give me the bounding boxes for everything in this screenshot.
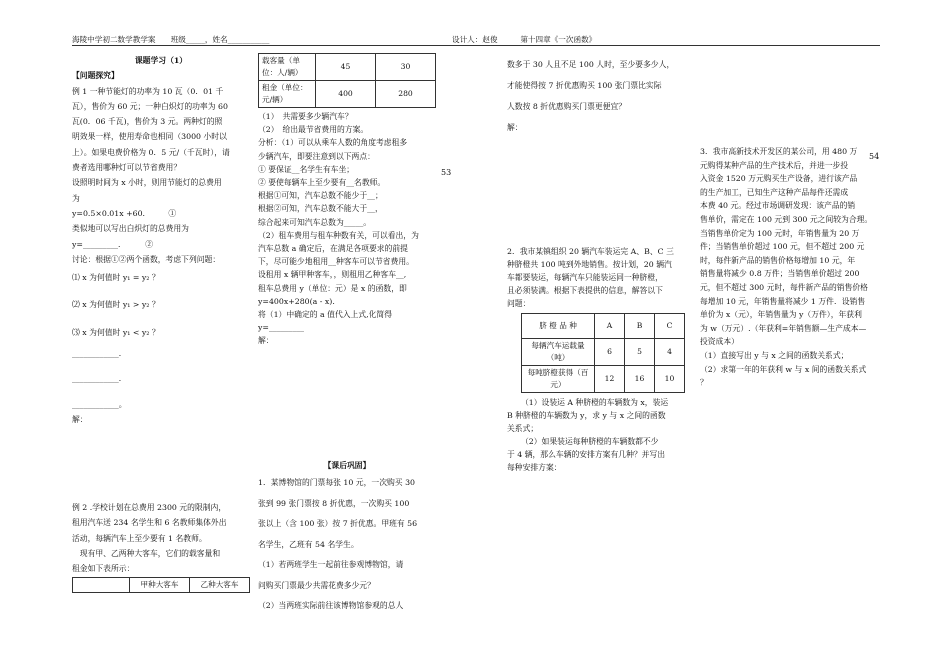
q2-after-line: 于 4 辆，那么车辆的安排方案有几种？并写出 [507,450,666,459]
q2-line: 种脐橙共 100 吨到外地销售。按计划，20 辆汽 [507,260,672,269]
table-cell: B [625,314,655,339]
ex2-line: 现有甲、乙两种大客车，它们的载客量和 [72,548,221,558]
table-cell: 10 [655,366,685,393]
q2-line: 问题： [507,299,531,308]
q3-line: 元购得某种产品的生产技术后，并进一步投 [700,160,849,170]
text-line: 数多于 30 人且不足 100 人时，至少要多少人， [507,60,675,69]
header-right: 设计人：赵俊 第十四章《一次函数》 [452,35,597,44]
ex1-line: 为 [72,193,80,203]
q2-after-line: （1）设装运 A 种脐橙的车辆数为 x，装运 [521,398,669,407]
text-line: 汽车总数 a 确定后，在满足各项要求的前提 [258,244,408,254]
question-3-block [700,145,882,390]
formula-2: y=_________． ② [72,239,154,249]
table-cell: 12 [595,366,625,393]
text-line: 租车总费用 y（单位：元）是 x 的函数，即 [258,283,407,293]
q3-line: 投资成本） [700,337,739,347]
q3-line: 每增加 10 元，年销售量将减少 1 万件．设销售 [700,296,866,306]
table-cell: 400 [316,81,376,108]
column-3-top [507,54,687,138]
q2-after-line: 关系式； [507,424,539,433]
table-cell: 6 [595,339,625,366]
hw1-line: 1．某博物馆的门票每张 10 元，一次购买 30 [258,478,415,488]
text-line: ② 要使每辆车上至少要有__名教师。 [258,178,386,188]
ex1-line: 瓦(0．06 千瓦)，售价为 3 元。两种灯的照 [72,117,223,127]
hw1-line: （2）当两班实际前往该博物馆参观的总人 [258,601,404,611]
text-line: 根据①可知，汽车总数不能少于__； [258,191,383,201]
question-3: ⑶ x 为何值时 y₁ < y₂ ？ [72,327,160,337]
q3-line: 售单价，需定在 100 元到 300 元之间较为合理。 [700,214,873,224]
q3-line: 为 w（万元）.（年获利=年销售额—生产成本— [700,323,867,333]
q2-line: 车都要装运，每辆汽车只能装运同一种脐橙， [507,273,663,282]
table-cell: 乙种大客车 [190,578,250,593]
hw1-line: 名学生，乙班有 54 名学生。 [258,539,359,549]
q3-line: （2）求第一年的年获利 w 与 x 间的函数关系式 [700,364,867,374]
table-row [259,54,436,81]
table-cell: 16 [625,366,655,393]
q3-line: ？ [700,378,708,388]
text-line: 根据②可知，汽车总数不能大于__， [258,204,383,214]
q2-line: 且必须装满。根据下表提供的信息，解答以下 [507,286,663,295]
table-cell: 脐 橙 品 种 [522,314,595,339]
text-line: 解： [507,123,523,132]
q2-after-line: （2）如果装运每种脐橙的车辆数都不少 [521,437,659,446]
example-2-analysis [258,110,436,348]
table-cell: A [595,314,625,339]
q3-line: 入资金 1520 万元购买生产设备，进行该产品 [700,174,858,184]
q2-after-line: B 种脐橙的车辆数为 y，求 y 与 x 之间的函数 [507,411,666,420]
ex1-line: 例 1 一种节能灯的功率为 10 瓦（0．01 千 [72,86,224,96]
question-2-block [507,245,689,474]
q3-line: 本费 40 元。经过市场调研发现：该产品的销 [700,201,856,211]
answer-blank: ____________． [72,349,127,359]
table-cell: 280 [376,81,436,108]
table-cell: 租金（单位：元/辆） [259,81,316,108]
example-1 [72,84,250,206]
q3-line: 的生产加工，已知生产这种产品每件还需成 [700,187,849,197]
formula-1: y=0.5×0.01x +60. ① [72,208,177,218]
answer-blank: ____________。 [72,399,127,409]
question-1: ⑴ x 为何值时 y₁ = y₂ ？ [72,273,160,283]
text-line: （2） 给出最节省费用的方案。 [258,125,369,135]
q3-line: 件；当销售单价超过 100 元，但不超过 200 元 [700,242,865,252]
q3-line: 当销售单价定为 100 元时，年销售量为 20 万 [700,228,860,238]
homework-section [258,458,436,617]
similar-line: 类似地可以写出白炽灯的总费用为 [72,224,189,234]
ex2-line: 活动，每辆汽车上至少要有 1 名教师。 [72,533,207,543]
table-row [522,366,685,393]
q3-line: 销售量将减少 0.8 万件；当销售单价超过 200 [700,269,860,279]
header-left: 海陵中学初二数学教学案 班级_____，姓名___________ [72,35,270,44]
table-cell: 每辆汽车运载量（吨） [522,339,595,366]
hw1-line: 张到 99 张门票按 8 折优惠，一次购买 100 [258,498,410,508]
q3-line: 单价为 x（元），年销售量为 y（万件），年获利 [700,310,862,320]
q3-line: （1）直接写出 y 与 x 之间的函数关系式； [700,350,849,360]
table-cell: 每吨脐橙获得（百元） [522,366,595,393]
table-cell: 45 [316,54,376,81]
orange-table [521,313,685,393]
section-heading-explore: 【问题探究】 [72,71,119,81]
ex1-line: 设照明时间为 x 小时，则用节能灯的总费用 [72,178,222,188]
table-cell [73,578,130,593]
text-line: 才能使得按 7 折优惠购买 100 张门票比实际 [507,81,662,90]
page-number-right: 54 [869,152,880,161]
hw1-line: 问购买门票最少共需花费多少元？ [258,580,375,590]
ex2-line: 例 2 .学校计划在总费用 2300 元的限制内， [72,503,227,512]
table-cell: 5 [625,339,655,366]
q3-line: 时，每件新产品的销售价格每增加 10 元，年 [700,255,856,265]
text-line: ① 要保证__名学生有车坐； [258,164,355,174]
table-row [522,339,685,366]
column-1 [72,53,250,427]
ex2-line: 租用汽车送 234 名学生和 6 名教师集体外出 [72,518,227,528]
text-line: 设租用 x 辆甲种客车，，则租用乙种客车__, [258,270,407,280]
text-line: y=_________ [258,323,305,333]
table-cell: 30 [376,54,436,81]
bus-table [258,53,436,108]
section-heading-review: 【课后巩固】 [323,461,371,470]
table-cell: C [655,314,685,339]
solution-label: 解： [72,414,88,424]
text-line: 分析：（1）可以从乘车人数的角度考虑租多 [258,138,408,148]
q3-line: 元，但不超过 300 元时，每件新产品的销售价格 [700,282,868,292]
q2-after-line: 每种安排方案： [507,463,562,472]
bus-table-header [72,577,250,593]
ex1-line: 瓦），售价为 60 元；一种白炽灯的功率为 60 [72,101,228,111]
hw1-line: （1）若两班学生一起前往参观博物馆，请 [258,560,404,570]
header-rule [72,45,880,46]
homework-1 [258,473,436,617]
question-2: ⑵ x 为何值时 y₁ > y₂ ？ [72,300,160,310]
lesson-title: 课题学习（1） [134,56,188,65]
text-line: 将（1）中确定的 a 值代入上式,化简得 [258,310,392,320]
text-line: y=400x+280(a - x). [258,296,335,306]
column-2 [258,53,436,348]
ex1-line: 上）。如果电费价格为 0．5 元/（千瓦时），请 [72,147,230,157]
text-line: 人数按 8 折优惠购买门票更便宜？ [507,102,627,111]
text-line: 综合起来可知汽车总数为_____。 [258,217,372,227]
text-line: （1） 共需要多少辆汽车？ [258,112,353,121]
page-number-left: 53 [441,168,452,177]
table-row [259,81,436,108]
q2-line: 2．我市某镇组织 20 辆汽车装运完 A、B、C 三 [507,247,674,256]
table-cell: 甲种大客车 [130,578,190,593]
ex2-line: 租金如下表所示： [72,564,135,574]
q3-line: 3．我市高新技术开发区的某公司，用 480 万 [700,147,858,156]
text-line: 下，尽可能少地租用__种客车可以节省费用。 [258,257,414,267]
text-line: 少辆汽车，即要注意到以下两点： [258,151,375,161]
table-cell: 载客量（单位：人/辆） [259,54,316,81]
discussion-line: 讨论：根据①②两个函数，考虑下列问题： [72,254,221,264]
table-cell: 4 [655,339,685,366]
ex1-line: 明效果一样，使用寿命也相同（3000 小时以 [72,132,227,142]
answer-blank: ____________． [72,374,127,384]
text-line: 解： [258,336,274,346]
ex1-line: 费者选用哪种灯可以节省费用？ [72,163,182,173]
text-line: （2）租车费用与租车种数有关，可以看出，为 [258,230,419,240]
hw1-line: 张以上（含 100 张）按 7 折优惠。甲班有 56 [258,519,418,529]
table-row [522,314,685,339]
example-2 [72,500,250,593]
